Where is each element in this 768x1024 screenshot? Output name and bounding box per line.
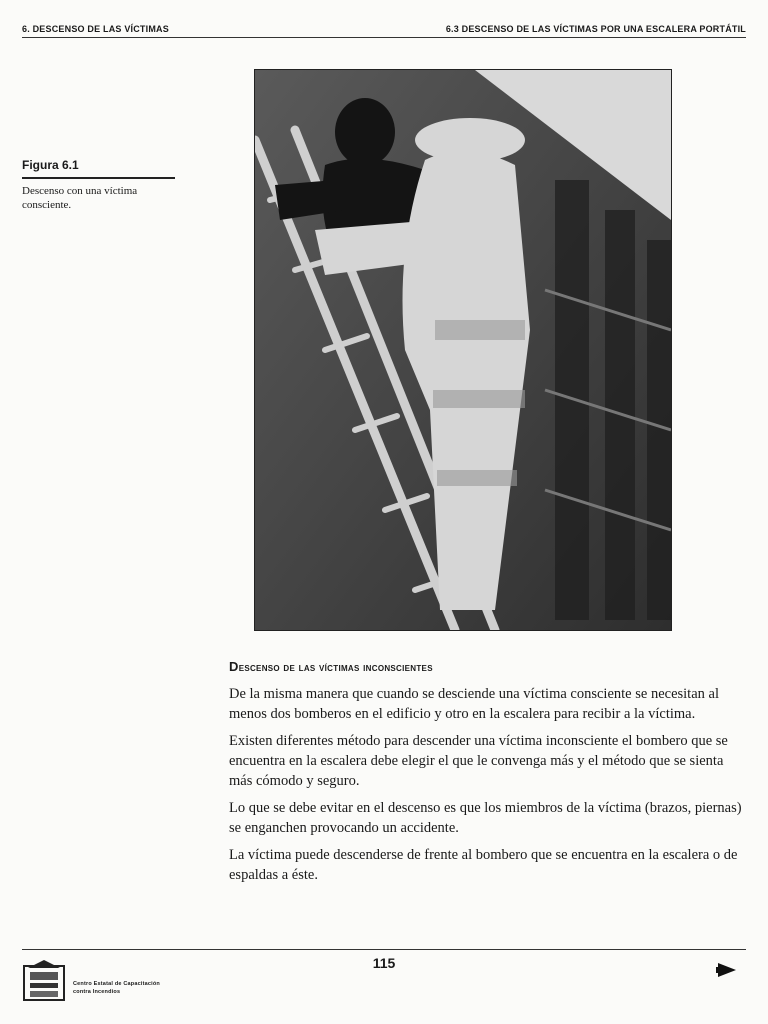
paragraph-3: Lo que se debe evitar en el descenso es que los miembros de la víctima (brazos, piernas) se enganchen provocando un accidente. [229,800,742,836]
figure-photo-ladder-rescue [254,69,672,631]
header-divider [22,37,746,38]
page-number: 115 [372,955,396,971]
next-page-arrow-icon[interactable] [716,962,738,983]
figure-label: Figura 6.1 [22,158,79,172]
running-header-section: 6.3 DESCENSO DE LAS VÍCTIMAS POR UNA ESCALERA PORTÁTIL [445,24,746,34]
paragraph-2: Existen diferentes método para descender una víctima inconsciente el bombero que se encuentra en la escalera debe elegir el que le convenga más y el método que se sienta más cómodo y seguro. [229,733,728,789]
body-text [229,684,744,892]
organization-logo-icon [22,958,66,1007]
figure-caption: Descenso con una víctima consciente. [22,185,138,211]
running-header-chapter: 6. DESCENSO DE LAS VÍCTIMAS [22,24,169,34]
organization-name-line-2: contra Incendios [73,989,121,995]
figure-label-rule [22,177,175,179]
organization-name [73,980,160,996]
paragraph-4: La víctima puede descenderse de frente al bombero que se encuentra en la escalera o de espaldas a éste. [229,847,738,883]
footer-divider [22,949,746,950]
paragraph-1: De la misma manera que cuando se desciende una víctima consciente se necesitan al menos dos bomberos en el edificio y otro en la escalera para recibir a la víctima. [229,686,719,722]
organization-name-line-1: Centro Estatal de Capacitación [73,981,160,987]
section-heading: Descenso de las víctimas inconscientes [229,659,433,674]
